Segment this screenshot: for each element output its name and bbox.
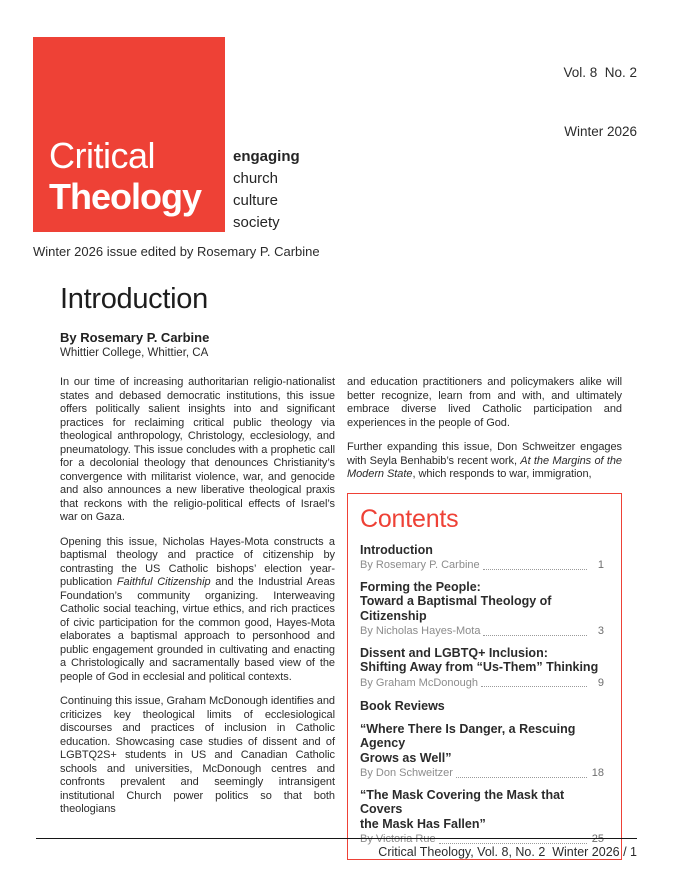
toc-entry-byline-row: [360, 677, 604, 690]
toc-page-number: 3: [597, 625, 604, 637]
article-title: Introduction: [60, 283, 208, 315]
tagline-church: church: [233, 170, 279, 187]
toc-page-number: 1: [597, 559, 604, 571]
issue-info: [563, 24, 637, 180]
toc-entry-where-there-is-danger: [360, 722, 604, 780]
paragraph-5-text: Further expanding this issue, Don Schweitzer engages with Seyla Benhabib’s recent work,: [347, 441, 622, 467]
toc-entry-subtitle: Grows as Well”: [360, 750, 452, 765]
paragraph-4: and education practitioners and policymakers alike will better recognize, learn from and with, and ultimately embrace diverse lived Catholic participation and experiences in the people of God.: [347, 376, 622, 429]
dot-leader: [483, 635, 587, 636]
toc-entry-author: By Don Schweitzer: [360, 767, 453, 779]
article-affiliation: Whittier College, Whittier, CA: [60, 347, 209, 359]
article-header: [60, 284, 622, 359]
article-byline: By Rosemary P. Carbine: [60, 330, 210, 345]
toc-entry-title: Dissent and LGBTQ+ Inclusion:: [360, 645, 548, 660]
contents-title: Contents: [360, 504, 459, 533]
journal-logo: [33, 37, 225, 232]
logo-word-critical: Critical: [49, 135, 156, 176]
right-column: [347, 376, 622, 860]
article-body: [60, 376, 622, 860]
paragraph-2-text-cont: and the Industrial Areas Foundation’s community organizing. Interweaving Catholic social teaching, virtue ethics, and rich practices of civic participation for the common good, Hayes-Mota elaborates a baptismal approach to personhood and public engagement grounded in cultivating and enacting a Christologically and sacramentally based view of the people of God in ecclesial and political contexts.: [60, 576, 335, 683]
paragraph-1: In our time of increasing authoritarian religio-nationalist states and debased democratic institutions, this issue offers politically salient insights into and significant practices for reclaiming critical public theology via theological anthropology, Christology, ecclesiology, and pneumatology. This issue concludes with a prophetic call for a decolonial theology that denounces Christianity’s convergence with militarist violence, war, and genocide and also announces a new liberative theological praxis that reckons with the religio-political effects of Israel’s war on Gaza.: [60, 376, 335, 523]
paragraph-5: [347, 441, 622, 482]
issue-volume-number: Vol. 8 No. 2: [563, 65, 637, 80]
toc-section-book-reviews: Book Reviews: [360, 699, 445, 713]
toc-entry-title: Introduction: [360, 542, 433, 557]
toc-page-number: 25: [591, 833, 604, 845]
toc-entry-subtitle: the Mask Has Fallen”: [360, 816, 486, 831]
toc-entry-subtitle: Shifting Away from “Us-Them” Thinking: [360, 660, 599, 674]
toc-entry-byline-row: [360, 767, 604, 780]
dot-leader: [481, 686, 587, 687]
toc-entry-mask-has-fallen: [360, 788, 604, 846]
contents-box: [347, 493, 622, 860]
dot-leader: [456, 777, 587, 778]
toc-entry-author: By Nicholas Hayes-Mota: [360, 625, 481, 637]
tagline-culture: culture: [233, 192, 279, 209]
left-column: [60, 376, 335, 860]
toc-page-number: 18: [591, 767, 604, 779]
tagline-engaging: engaging: [233, 148, 300, 165]
footer-rule: [36, 838, 637, 839]
paragraph-5-text-cont: , which responds to war, immigration,: [412, 468, 592, 480]
toc-entry-title: Forming the People:: [360, 579, 481, 594]
toc-entry-subtitle: Toward a Baptismal Theology of Citizenship: [360, 594, 552, 623]
toc-entry-byline-row: [360, 559, 604, 572]
toc-entry-dissent-inclusion: [360, 646, 604, 690]
issue-season-year: Winter 2026: [564, 123, 637, 139]
tagline-society: society: [233, 214, 280, 231]
toc-entry-byline-row: [360, 625, 604, 638]
toc-entry-author: By Rosemary P. Carbine: [360, 559, 480, 571]
paragraph-5-italic-title: At the Margins of the Modern State: [347, 454, 622, 480]
paragraph-2: [60, 536, 335, 685]
logo-word-theology: Theology: [49, 176, 201, 217]
toc-entry-author: By Graham McDonough: [360, 676, 478, 689]
journal-tagline: [233, 146, 300, 234]
toc-entry-title: “Where There Is Danger, a Rescuing Agency: [360, 721, 576, 750]
toc-page-number: 9: [597, 676, 604, 689]
toc-entry-byline-row: [360, 833, 604, 846]
paragraph-2-italic-title: Faithful Citizenship: [116, 576, 211, 588]
toc-entry-title: “The Mask Covering the Mask that Covers: [360, 787, 565, 816]
toc-entry-introduction: [360, 543, 604, 572]
issue-editor-line: Winter 2026 issue edited by Rosemary P. Carbine: [33, 244, 320, 259]
footer-running-title: Critical Theology, Vol. 8, No. 2 Winter 2026 / 1: [378, 845, 637, 859]
paragraph-2-text: Opening this issue, Nicholas Hayes-Mota constructs a baptismal theology and practice of citizenship by contrasting the US Catholic bishops’ election year-publication: [60, 535, 335, 588]
dot-leader: [439, 843, 587, 844]
toc-entry-forming-the-people: [360, 580, 604, 638]
paragraph-3: Continuing this issue, Graham McDonough identifies and criticizes key theological limits of ecclesiological discourses and practices of inclusion in Catholic education. Showcasing case studies of dissent and of LGBTQ2S+ students in US and Canadian Catholic schools and universities, McDonough centres and confronts prevalent and seemingly intransigent institutional Church power politics so that both theologians: [60, 695, 335, 815]
dot-leader: [483, 569, 587, 570]
toc-entry-author: By Victoria Rue: [360, 833, 436, 845]
